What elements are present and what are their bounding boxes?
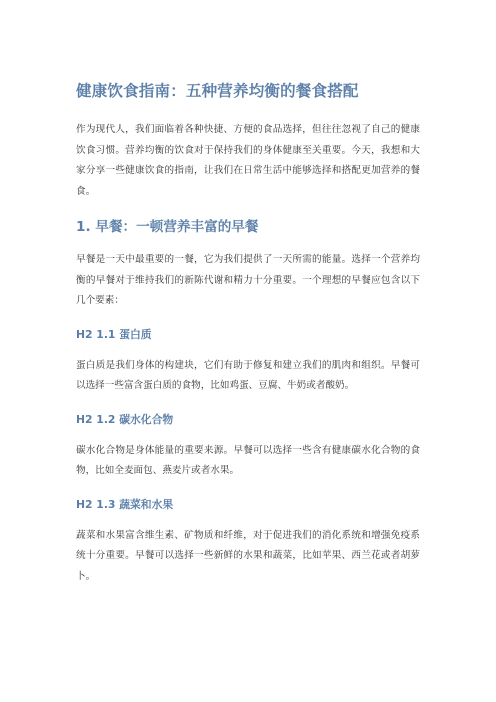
section-heading-breakfast: 1. 早餐：一顿营养丰富的早餐 xyxy=(76,219,259,235)
intro-paragraph: 作为现代人，我们面临着各种快捷、方便的食品选择，但往往忽视了自己的健康饮食习惯。营养均衡的饮食对于保持我们的身体健康至关重要。今天，我想和大家分享一些健康饮食的指南，让我们在日常生活中能够选择和搭配更加营养的餐食。 xyxy=(76,124,420,197)
subsection-heading-carbohydrates: H2 1.2 碳水化合物 xyxy=(76,412,174,426)
section-paragraph-breakfast: 早餐是一天中最重要的一餐，它为我们提供了一天所需的能量。选择一个营养均衡的早餐对于维持我们的新陈代谢和精力十分重要。一个理想的早餐应包含以下几个要素： xyxy=(76,254,420,306)
subsection-paragraph-carbohydrates: 碳水化合物是身体能量的重要来源。早餐可以选择一些含有健康碳水化合物的食物，比如全麦面包、燕麦片或者水果。 xyxy=(76,444,420,476)
subsection-heading-vegetables-fruits: H2 1.3 蔬菜和水果 xyxy=(76,497,174,511)
subsection-paragraph-protein: 蛋白质是我们身体的构建块，它们有助于修复和建立我们的肌肉和组织。早餐可以选择一些富含蛋白质的食物，比如鸡蛋、豆腐、牛奶或者酸奶。 xyxy=(76,359,420,391)
document-title: 健康饮食指南：五种营养均衡的餐食搭配 xyxy=(76,82,359,100)
subsection-heading-protein: H2 1.1 蛋白质 xyxy=(76,327,152,341)
subsection-paragraph-vegetables-fruits: 蔬菜和水果富含维生素、矿物质和纤维，对于促进我们的消化系统和增强免疫系统十分重要。早餐可以选择一些新鲜的水果和蔬菜，比如苹果、西兰花或者胡萝卜。 xyxy=(76,529,420,582)
